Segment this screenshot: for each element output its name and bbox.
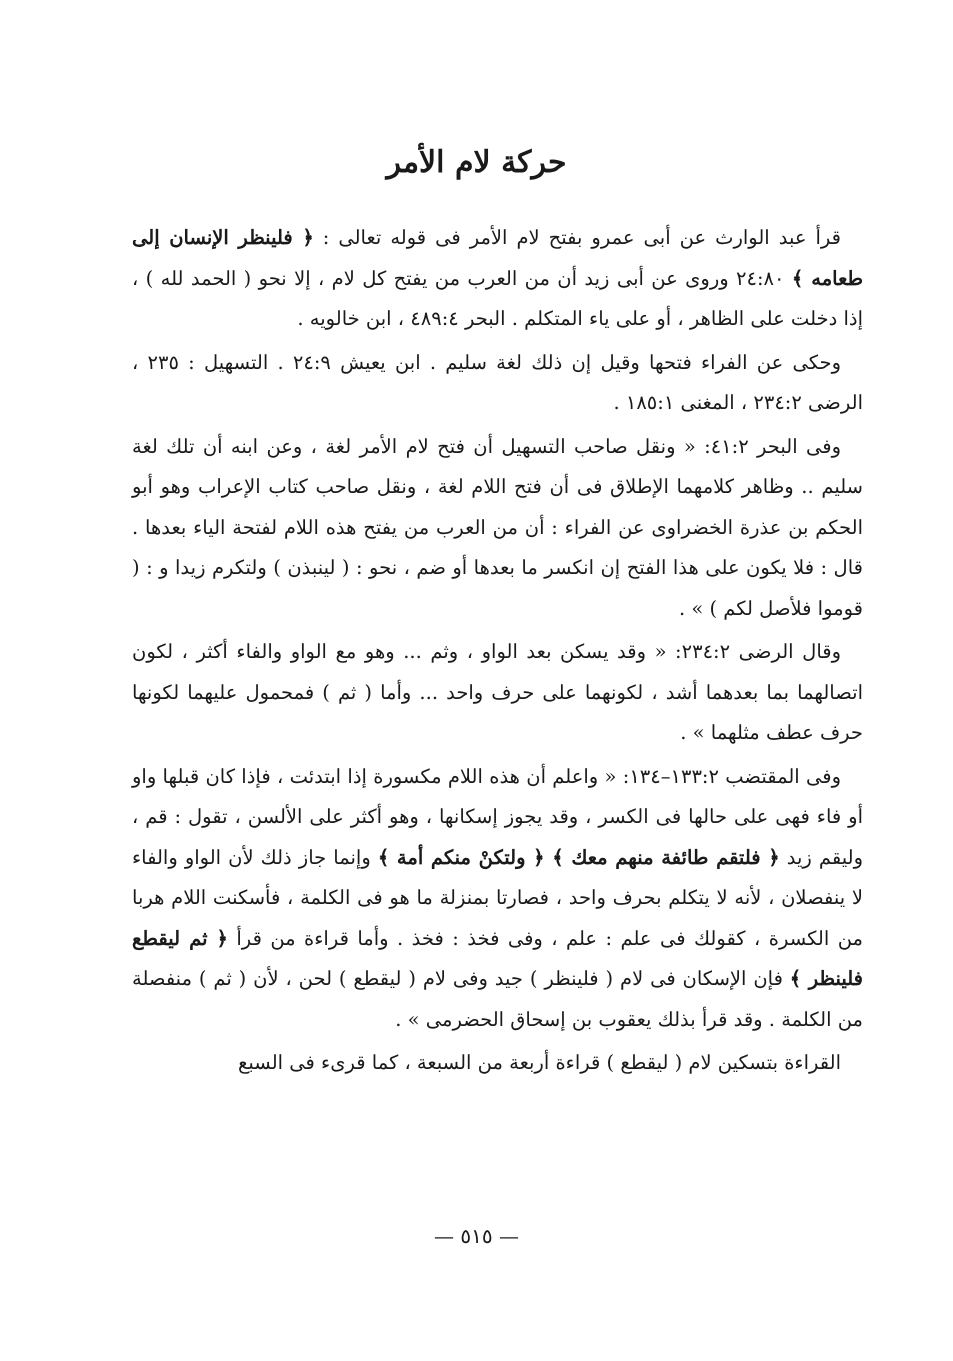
body-paragraph [132, 343, 863, 424]
paragraph-text: وفى البحر ٤١:٢: « ونقل صاحب التسهيل أن فتح لام الأمر لغة ، وعن ابنه أن تلك لغة سليم .. وظاهر كلامهما الإطلاق فى أن فتح اللام لغة ، ونقل صاحب كتاب الإعراب وهو أبو الحكم بن عذرة الخضراوى عن الفراء : أن من العرب من يفتح هذه اللام لفتحة الياء بعدها . قال : فلا يكون على هذا الفتح إن انكسر ما بعدها أو ضم ، نحو : ( لينبذن ) ولتكرم زيدا و : ( قوموا فلأصل لكم ) » . [132, 434, 863, 620]
page-body [132, 218, 863, 1087]
paragraph-text: فإن الإسكان فى لام ( فلينظر ) جيد وفى لام ( ليقطع ) لحن ، لأن ( ثم ) منفصلة من الكلمة . وقد قرأ بذلك يعقوب بن إسحاق الحضرمى » . [132, 967, 863, 1031]
quran-quote: ﴿ ثم ليقطع فلينظر ﴾ [132, 926, 863, 990]
body-paragraph [132, 218, 863, 340]
body-paragraph [132, 632, 863, 754]
body-paragraph [132, 1043, 863, 1084]
body-paragraph [132, 757, 863, 1041]
page-number: — ٥١٥ — [434, 1224, 519, 1248]
page-title: حركة لام الأمر [386, 145, 567, 180]
body-paragraph [132, 427, 863, 630]
paragraph-text: وإنما جاز ذلك لأن الواو والفاء لا ينفصلان ، لأنه لا يتكلم بحرف واحد ، فصارتا بمنزلة ما هو فى الكلمة ، فأسكنت اللام هربا من الكسرة ، كقولك فى علم : علم ، وفى فخذ : فخذ . وأما قراءة من قرأ [132, 845, 863, 950]
quran-quote: ﴿ فلينظر الإنسان إلى طعامه ﴾ [132, 226, 864, 290]
paragraph-text: قرأ عبد الوارث عن أبى عمرو بفتح لام الأمر فى قوله تعالى : [313, 226, 841, 249]
paragraph-text: ٢٤:٨٠ وروى عن أبى زيد أن من العرب من يفتح كل لام ، إلا نحو ( الحمد لله ) ، إذا دخلت على الظاهر ، أو على ياء المتكلم . البحر ٤٨٩:٤ ، ابن خالويه . [132, 266, 863, 330]
quran-quote: ﴿ فلتقم طائفة منهم معك ﴾ ﴿ ولتكنْ منكم أمة ﴾ [377, 845, 780, 869]
paragraph-text: وحكى عن الفراء فتحها وقيل إن ذلك لغة سليم . ابن يعيش ٢٤:٩ . التسهيل : ٢٣٥ ، الرضى ٢٣٤:٢ ، المغنى ١٨٥:١ . [132, 350, 863, 414]
paragraph-text: القراءة بتسكين لام ( ليقطع ) قراءة أربعة من السبعة ، كما قرىء فى السبع [238, 1051, 841, 1074]
paragraph-text: وفى المقتضب ١٣٣:٢–١٣٤: « واعلم أن هذه اللام مكسورة إذا ابتدئت ، فإذا كان قبلها واو أو فاء فهى على حالها فى الكسر ، وقد يجوز إسكانها ، وهو أكثر على الألسن ، تقول : قم ، وليقم زيد [132, 764, 863, 869]
paragraph-text: وقال الرضى ٢٣٤:٢: « وقد يسكن بعد الواو ، وثم ... وهو مع الواو والفاء أكثر ، لكون اتصالهما بما بعدهما أشد ، لكونهما على حرف واحد ... وأما ( ثم ) فمحمول عليهما لكونها حرف عطف مثلهما » . [132, 640, 863, 744]
